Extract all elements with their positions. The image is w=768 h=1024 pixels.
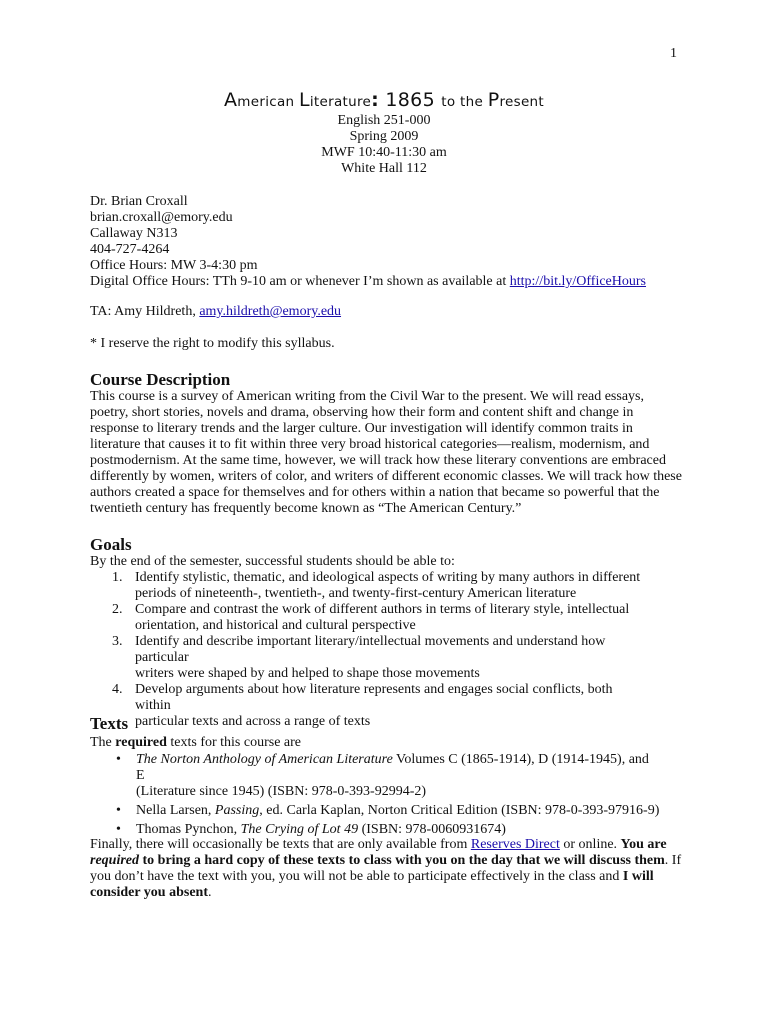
book-item (90, 752, 660, 800)
policy-text: . (207, 885, 212, 900)
goals-intro: By the end of the semester, successful students should be able to: (90, 554, 455, 569)
title-colon: : (371, 89, 380, 111)
goal-number: 3. (112, 634, 123, 649)
description-line: This course is a survey of American writing from the Civil War to the present. We will read essays, (90, 389, 644, 404)
goals-heading: Goals (90, 535, 132, 554)
ta-email-link[interactable]: amy.hildreth@emory.edu (199, 304, 342, 319)
book-title: The Crying of Lot 49 (240, 822, 359, 837)
course-number: English 251-000 (337, 113, 431, 128)
reserve-note: * I reserve the right to modify this syllabus. (90, 336, 335, 351)
book-item (90, 803, 660, 819)
goal-item (90, 634, 650, 682)
title-rest-a: merican (237, 94, 299, 110)
title-rest-l: iterature (309, 94, 372, 110)
page-title (0, 89, 768, 111)
book-author: Thomas Pynchon, (136, 822, 241, 837)
goal-item (90, 682, 650, 730)
reserves-direct-link[interactable]: Reserves Direct (470, 837, 560, 852)
instructor-email: brian.croxall@emory.edu (90, 210, 233, 225)
bullet-icon: • (116, 803, 121, 818)
office-hours: Office Hours: MW 3-4:30 pm (90, 258, 258, 273)
policy-bold: I will (622, 869, 654, 884)
course-room: White Hall 112 (341, 161, 427, 176)
texts-heading: Texts (90, 714, 129, 733)
policy-text: Finally, there will occasionally be texts that are only available from (90, 837, 471, 852)
goal-line: orientation, and historical and cultural perspective (135, 618, 416, 633)
book-title: Passing (214, 803, 260, 818)
book-item (90, 822, 660, 838)
bullet-icon: • (116, 752, 121, 767)
course-term: Spring 2009 (349, 129, 419, 144)
policy-text: or online. (559, 837, 621, 852)
goal-line: particular texts and across a range of texts (135, 714, 371, 729)
texts-intro-pre: The (90, 735, 116, 750)
description-line: response to literary trends and the larger culture. Our investigation will identify common traits in (90, 421, 633, 436)
instructor-contact (90, 194, 646, 290)
texts-policy-paragraph (90, 837, 690, 901)
description-line: authors created a space for themselves and for others within a nation that became so powerful that the (90, 485, 660, 500)
title-cap-l: L (298, 89, 310, 111)
required-texts-list (90, 752, 660, 841)
texts-intro (90, 735, 301, 751)
book-details: , ed. Carla Kaplan, Norton Critical Edition (ISBN: 978-0-393-97916-9) (259, 803, 660, 818)
title-rest-p: resent (499, 94, 545, 110)
course-description-heading: Course Description (90, 370, 231, 389)
instructor-phone: 404-727-4264 (90, 242, 170, 257)
description-line: literature that causes it to fit within three very broad historical categories—realism, modernism, and (90, 437, 650, 452)
goal-line: Identify stylistic, thematic, and ideological aspects of writing by many authors in different (135, 570, 641, 585)
goal-number: 4. (112, 682, 123, 697)
texts-intro-bold: required (115, 735, 167, 750)
texts-intro-post: texts for this course are (166, 735, 301, 750)
book-line: (Literature since 1945) (ISBN: 978-0-393-92994-2) (136, 784, 427, 799)
digital-office-hours (90, 274, 646, 290)
book-details: (ISBN: 978-0060931674) (358, 822, 506, 837)
course-time: MWF 10:40-11:30 am (321, 145, 447, 160)
description-line: twentieth century has frequently become known as “The American Century.” (90, 501, 522, 516)
description-line: poetry, short stories, novels and drama, observing how their form and content shift and change in (90, 405, 634, 420)
policy-bold: You are (620, 837, 667, 852)
title-to-the: to the (441, 94, 488, 110)
bullet-icon: • (116, 822, 121, 837)
policy-text: you don’t have the text with you, you will not be able to participate effectively in the class and (90, 869, 623, 884)
description-line: postmodernism. At the same time, however, we will track how these literary conventions are embraced (90, 453, 666, 468)
course-description (90, 389, 690, 517)
description-line: differently by women, writers of color, and writers of different economic classes. We will track how these (90, 469, 682, 484)
book-author: Nella Larsen, (136, 803, 215, 818)
page-number: 1 (670, 46, 677, 61)
ta-label: TA: Amy Hildreth, (90, 304, 200, 319)
title-year: 1865 (379, 89, 442, 111)
digital-hours-text: Digital Office Hours: TTh 9-10 am or whenever I’m shown as available at (90, 274, 510, 289)
book-details: Volumes C (1865-1914), D (1914-1945), and E (136, 752, 649, 783)
instructor-office: Callaway N313 (90, 226, 178, 241)
goal-line: Develop arguments about how literature represents and engages social conflicts, both within (135, 682, 613, 713)
goal-item (90, 570, 650, 602)
goal-number: 2. (112, 602, 123, 617)
goal-line: Identify and describe important literary/intellectual movements and understand how particular (135, 634, 606, 665)
goal-line: periods of nineteenth-, twentieth-, and twenty-first-century American literature (135, 586, 577, 601)
goal-number: 1. (112, 570, 123, 585)
goals-list (90, 570, 650, 730)
policy-bold: consider you absent (90, 885, 208, 900)
book-line (136, 752, 660, 784)
goal-item (90, 602, 650, 634)
policy-text: . If (664, 853, 682, 868)
policy-bold-italic: required (90, 853, 139, 868)
ta-line (90, 304, 341, 320)
title-cap-a: A (223, 89, 238, 111)
goal-line: writers were shaped by and helped to shape those movements (135, 666, 480, 681)
goal-line: Compare and contrast the work of different authors in terms of literary style, intellectual (135, 602, 630, 617)
book-title: The Norton Anthology of American Literature (136, 752, 393, 767)
office-hours-link[interactable]: http://bit.ly/OfficeHours (509, 274, 646, 289)
course-info (0, 113, 768, 177)
title-cap-p: P (487, 89, 500, 111)
instructor-name: Dr. Brian Croxall (90, 194, 188, 209)
policy-bold: to bring a hard copy of these texts to class with you on the day that we will discuss them (139, 853, 665, 868)
